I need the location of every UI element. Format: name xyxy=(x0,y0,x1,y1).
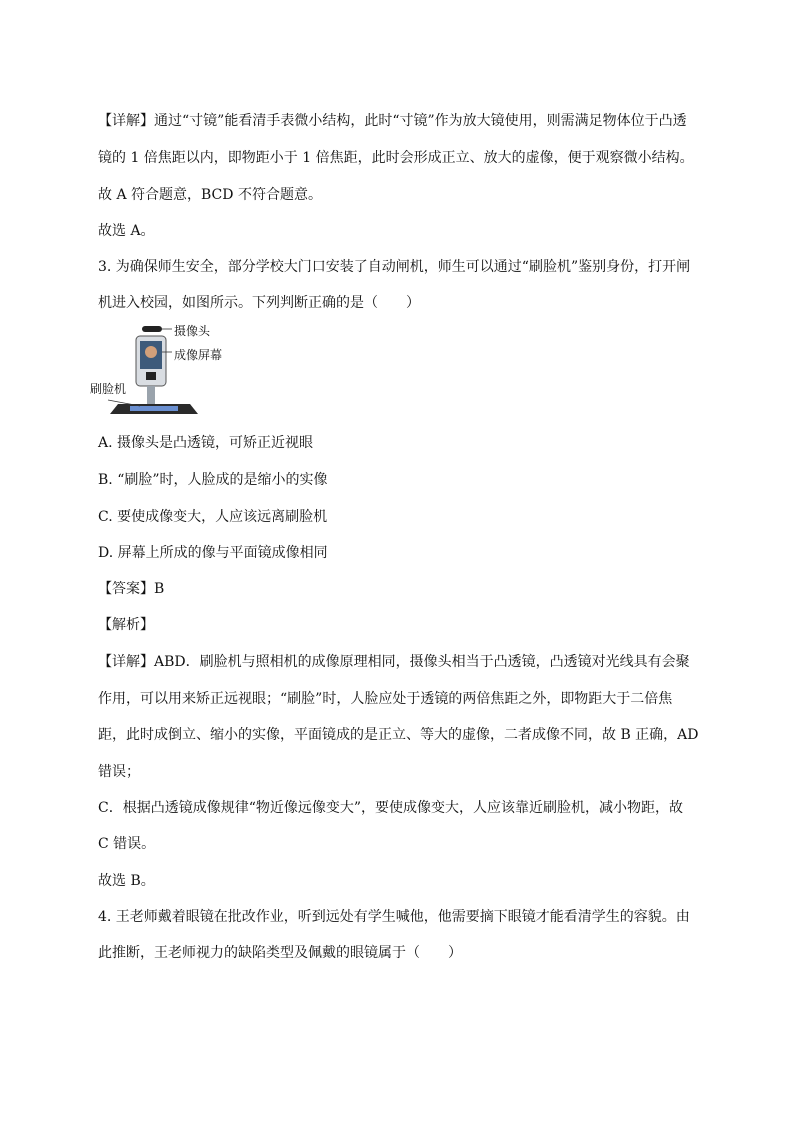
choice-conclusion: 故选 A。 xyxy=(98,223,155,239)
question-3-line-2: 机进入校园，如图所示。下列判断正确的是（ ） xyxy=(98,295,420,311)
base-light xyxy=(130,406,178,411)
answer-heading: 【答案】B xyxy=(98,581,165,597)
option-c: C. 要使成像变大，人应该远离刷脸机 xyxy=(98,509,328,525)
choice-conclusion-3: 故选 B。 xyxy=(98,873,155,889)
question-4-line-1: 4. 王老师戴着眼镜在批改作业，听到远处有学生喊他，他需要摘下眼镜才能看清学生的容貌。由 xyxy=(98,909,690,925)
question-4-line-2: 此推断，王老师视力的缺陷类型及佩戴的眼镜属于（ ） xyxy=(98,945,462,961)
label-camera: 摄像头 xyxy=(174,324,211,338)
detail-3-line-3: 距，此时成倒立、缩小的实像，平面镜成的是正立、等大的虚像，二者成像不同，故 B 正确，AD xyxy=(98,727,699,743)
detail-paragraph-line-3: 故 A 符合题意，BCD 不符合题意。 xyxy=(98,187,322,203)
detail-3-line-1: 【详解】ABD．刷脸机与照相机的成像原理相同，摄像头相当于凸透镜，凸透镜对光线具有会聚 xyxy=(98,654,690,670)
pole-shape xyxy=(147,386,155,404)
label-machine: 刷脸机 xyxy=(90,382,127,396)
detail-3-line-6: C 错误。 xyxy=(98,836,156,852)
detail-paragraph-line-1: 【详解】通过“寸镜”能看清手表微小结构，此时“寸镜”作为放大镜使用，则需满足物体位于凸透 xyxy=(98,113,687,129)
detail-3-line-2: 作用，可以用来矫正远视眼；“刷脸”时，人脸应处于透镜的两倍焦距之外，即物距大于二倍焦 xyxy=(98,691,673,707)
option-a: A. 摄像头是凸透镜，可矫正近视眼 xyxy=(98,435,314,451)
face-on-screen xyxy=(145,346,157,358)
face-scanner-figure xyxy=(90,322,290,420)
analysis-heading: 【解析】 xyxy=(98,617,154,633)
camera-shape xyxy=(142,326,162,332)
detail-3-line-5: C．根据凸透镜成像规律“物近像远像变大”，要使成像变大，人应该靠近刷脸机，减小物距，故 xyxy=(98,800,684,816)
sensor-shape xyxy=(146,372,156,380)
option-d: D. 屏幕上所成的像与平面镜成像相同 xyxy=(98,545,328,561)
detail-3-line-4: 错误； xyxy=(98,764,140,780)
label-screen: 成像屏幕 xyxy=(174,348,223,362)
option-b: B. “刷脸”时，人脸成的是缩小的实像 xyxy=(98,472,328,488)
detail-paragraph-line-2: 镜的 1 倍焦距以内，即物距小于 1 倍焦距，此时会形成正立、放大的虚像，便于观察微小结构。 xyxy=(98,150,694,166)
question-3-line-1: 3. 为确保师生安全，部分学校大门口安装了自动闸机，师生可以通过“刷脸机”鉴别身份，打开闸 xyxy=(98,259,691,275)
